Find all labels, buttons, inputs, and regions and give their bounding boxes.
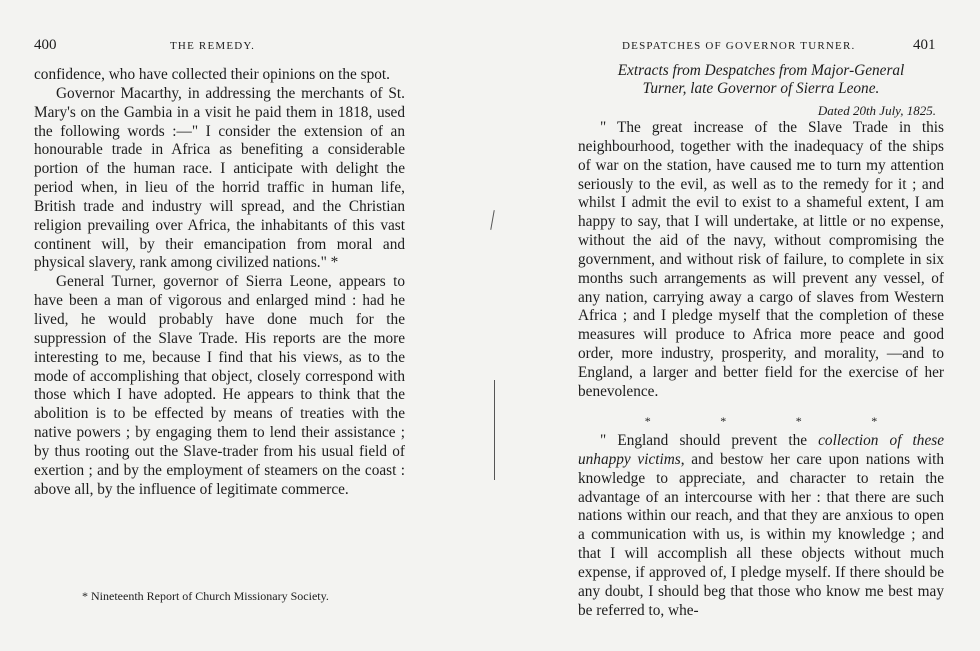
star-4: *: [871, 414, 878, 428]
extract-title-line-2: Turner, late Governor of Sierra Leone.: [642, 80, 880, 97]
right-paragraph-2-italic: collection of these unhappy victims: [578, 432, 944, 468]
left-paragraph-3: General Turner, governor of Sierra Leone, appears to have been a man of vigorous and enlarged mind : had he lived, he would probably have done much for the suppression of the Slave Trade. His reports are the more interesting to me, because I find that his views, as to the mode of accomplishing that object, closely correspond with those which I have adopted. He appears to think that the abolition is to be effected by means of treaties with the native powers ; by engaging them to lend their assistance ; by thus rooting out the Slave-trader from his usual field of exertion ; and by the employment of steamers on the coast : above all, by the influence of legitimate commerce.: [34, 273, 405, 498]
right-paragraph-1: " The great increase of the Slave Trade in this neighbourhood, together with the inadequacy of the ships of war on the station, have caused me to turn my attention seriously to the evil, as well as to the remedy for it ; and whilst I admit the evil to exist to a shameful extent, I am happy to say, that I will undertake, at little or no expense, without the aid of the navy, without compromising the government, and without risk of failure, to complete in six months such arrangements as will prevent any vessel, of any nation, carrying away a cargo of slaves from Western Africa ; and I pledge myself that the completion of these measures will produce to Africa more peace and good order, more industry, prosperity, and morality, —and to England, a larger and better field for the exercise of her benevolence.: [578, 119, 944, 400]
left-footnote: * Nineteenth Report of Church Missionary Society.: [82, 589, 329, 603]
left-body-text: [34, 66, 405, 499]
star-3: *: [795, 414, 802, 428]
right-body-text-2: [578, 432, 944, 620]
right-body-text: [578, 119, 944, 402]
star-1: *: [644, 414, 651, 428]
star-2: *: [720, 414, 727, 428]
left-running-head: THE REMEDY.: [170, 40, 256, 52]
right-paragraph-2-end: , and bestow her care upon nations with knowledge to appreciate, and character to retain the advantage of an intercourse with her : that there are such nations within our reach, and that they are anxious to open a communication with us, is within my knowledge ; and that I will accomplish all these objects without much expense, if approved of, I pledge myself. If there should be any doubt, I should beg that those who know me best may be referred to, whe-: [578, 450, 944, 619]
left-page-number: 400: [34, 37, 57, 53]
right-page-number: 401: [913, 37, 936, 53]
gutter-line-mark: [494, 380, 495, 480]
dated-line: Dated 20th July, 1825.: [817, 103, 936, 118]
left-paragraph-2: Governor Macarthy, in addressing the merchants of St. Mary's on the Gambia in a visit he paid them in 1818, used the following words :—" I consider the extension of an honourable trade in Africa as benefiting a considerable portion of the human race. I anticipate with delight the period when, in lieu of the horrid traffic in human life, British trade and industry will spread, and the Christian religion prevailing over Africa, the inhabitants of this vast continent will, by their emancipation from moral and physical slavery, rank among civilized nations." *: [34, 84, 405, 272]
section-break-stars: [578, 414, 944, 429]
right-paragraph-2-start: " England should prevent the: [600, 432, 819, 449]
right-paragraph-2: [578, 432, 944, 620]
extract-title: [578, 62, 944, 98]
extract-title-line-1: Extracts from Despatches from Major-General: [617, 62, 905, 79]
left-paragraph-1: confidence, who have collected their opinions on the spot.: [34, 66, 390, 83]
right-running-head: DESPATCHES OF GOVERNOR TURNER.: [622, 40, 856, 52]
right-page: [490, 0, 980, 651]
